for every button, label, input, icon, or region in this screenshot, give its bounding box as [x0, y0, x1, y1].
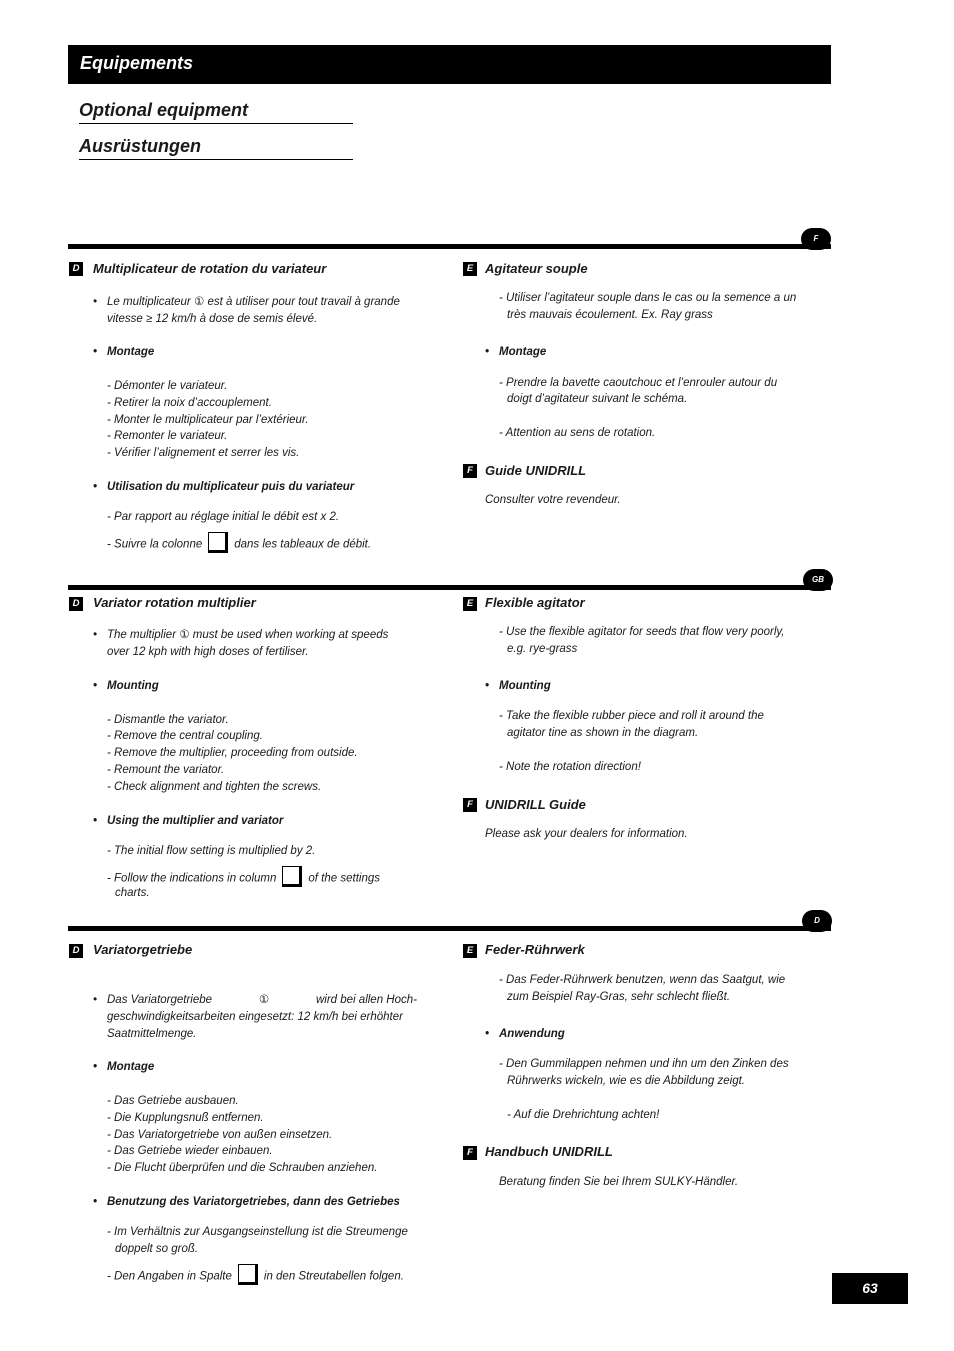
- usage-line: doppelt so groß.: [115, 1243, 199, 1255]
- section-divider-de: [68, 926, 831, 931]
- usage-line: - Par rapport au réglage initial le débit est x 2.: [107, 511, 340, 523]
- text-line: très mauvais écoulement. Ex. Ray grass: [507, 309, 713, 321]
- usage-heading: Benutzung des Variatorgetriebes, dann des Getriebes: [107, 1196, 400, 1208]
- badge-e: E: [463, 262, 477, 276]
- step: - Das Variatorgetriebe von außen einsetzen.: [107, 1129, 333, 1141]
- section-title: Agitateur souple: [485, 261, 588, 276]
- text-line: Beratung finden Sie bei Ihrem SULKY-Händler.: [499, 1176, 739, 1188]
- step: - Dismantle the variator.: [107, 714, 229, 726]
- text-line: - Utiliser l’agitateur souple dans le cas ou la semence a un: [499, 292, 797, 304]
- badge-f: F: [463, 798, 477, 812]
- intro-line-3: Saatmittelmenge.: [107, 1028, 197, 1040]
- section-title: Guide UNIDRILL: [485, 463, 587, 478]
- intro-line-2: geschwindigkeitsarbeiten eingesetzt: 12 km/h bei erhöhter: [107, 1011, 403, 1023]
- badge-e: E: [463, 944, 477, 958]
- bullet: •: [93, 629, 98, 641]
- step: - Remount the variator.: [107, 764, 225, 776]
- usage-line: - Im Verhältnis zur Ausgangseinstellung ist die Streumenge: [107, 1226, 408, 1238]
- section-title: Variatorgetriebe: [93, 942, 193, 957]
- step: - Vérifier l’alignement et serrer les vis.: [107, 447, 300, 459]
- usage-heading: Using the multiplier and variator: [107, 815, 284, 827]
- step: - Das Getriebe ausbauen.: [107, 1095, 239, 1107]
- text-line: - Den Gummilappen nehmen und ihn um den Zinken des: [499, 1058, 789, 1070]
- step: - Remove the central coupling.: [107, 730, 263, 742]
- column-box-icon: [238, 1264, 258, 1285]
- bullet: •: [485, 1028, 490, 1040]
- text-line: - Attention au sens de rotation.: [499, 427, 656, 439]
- column-box-icon: [208, 532, 228, 553]
- section-title: Variator rotation multiplier: [93, 595, 256, 610]
- mounting-heading: Montage: [499, 346, 547, 358]
- step: - Remonter le variateur.: [107, 430, 228, 442]
- text-line: - Note the rotation direction!: [499, 761, 641, 773]
- usage-heading: Anwendung: [499, 1028, 565, 1040]
- badge-d: D: [69, 262, 83, 276]
- mounting-heading: Mounting: [499, 680, 551, 692]
- language-tab-de: D: [802, 910, 832, 932]
- usage-line: - Follow the indications in column of the settings: [107, 868, 380, 889]
- intro-line-2: over 12 kph with high doses of fertiliser.: [107, 646, 309, 658]
- section-divider-gb: [68, 585, 831, 590]
- usage-line: - The initial flow setting is multiplied by 2.: [107, 845, 316, 857]
- text-line: Please ask your dealers for information.: [485, 828, 688, 840]
- text-line: Consulter votre revendeur.: [485, 494, 621, 506]
- step: - Monter le multiplicateur par l’extérieur.: [107, 414, 309, 426]
- usage-line: - Den Angaben in Spalte in den Streutabellen folgen.: [107, 1266, 404, 1287]
- step: - Check alignment and tighten the screws.: [107, 781, 322, 793]
- badge-e: E: [463, 597, 477, 611]
- bullet: •: [93, 994, 98, 1006]
- mounting-heading: Montage: [107, 346, 155, 358]
- section-title: Flexible agitator: [485, 595, 585, 610]
- text-line: - Prendre la bavette caoutchouc et l’enrouler autour du: [499, 377, 778, 389]
- step: - Das Getriebe wieder einbauen.: [107, 1145, 273, 1157]
- bullet: •: [93, 296, 98, 308]
- step: - Démonter le variateur.: [107, 380, 228, 392]
- language-tab-gb: GB: [803, 569, 833, 591]
- text-line: - Take the flexible rubber piece and roll it around the: [499, 710, 764, 722]
- text-line: - Use the flexible agitator for seeds that flow very poorly,: [499, 626, 785, 638]
- badge-f: F: [463, 464, 477, 478]
- subtitle-english: Optional equipment: [79, 100, 353, 124]
- bullet: •: [93, 815, 98, 827]
- intro-line-1: Le multiplicateur ① est à utiliser pour tout travail à grande: [107, 296, 400, 308]
- text-line: Rührwerks wickeln, wie es die Abbildung zeigt.: [507, 1075, 745, 1087]
- bullet: •: [485, 346, 490, 358]
- badge-f: F: [463, 1146, 477, 1160]
- mounting-heading: Mounting: [107, 680, 159, 692]
- usage-line: charts.: [115, 887, 150, 899]
- text-line: - Das Feder-Rührwerk benutzen, wenn das Saatgut, wie: [499, 974, 786, 986]
- column-box-icon: [282, 866, 302, 887]
- page-title: Equipements: [80, 53, 194, 73]
- language-tab-fr: F: [801, 228, 831, 250]
- usage-heading: Utilisation du multiplicateur puis du variateur: [107, 481, 355, 493]
- badge-d: D: [69, 944, 83, 958]
- section-title: UNIDRILL Guide: [485, 797, 586, 812]
- bullet: •: [485, 680, 490, 692]
- text-line: agitator tine as shown in the diagram.: [507, 727, 699, 739]
- bullet: •: [93, 481, 98, 493]
- step: - Die Kupplungsnuß entfernen.: [107, 1112, 264, 1124]
- step: - Retirer la noix d’accouplement.: [107, 397, 272, 409]
- step: - Remove the multiplier, proceeding from outside.: [107, 747, 358, 759]
- mounting-heading: Montage: [107, 1061, 155, 1073]
- text-line: - Auf die Drehrichtung achten!: [507, 1109, 660, 1121]
- bullet: •: [93, 680, 98, 692]
- page-number: 63: [832, 1273, 908, 1304]
- bullet: •: [93, 1196, 98, 1208]
- intro-line-2: vitesse ≥ 12 km/h à dose de semis élevé.: [107, 313, 318, 325]
- section-title: Handbuch UNIDRILL: [485, 1144, 613, 1159]
- section-divider-fr: [68, 244, 831, 249]
- bullet: •: [93, 1061, 98, 1073]
- step: - Die Flucht überprüfen und die Schrauben anziehen.: [107, 1162, 378, 1174]
- usage-line: - Suivre la colonne dans les tableaux de débit.: [107, 534, 371, 555]
- text-line: e.g. rye-grass: [507, 643, 578, 655]
- intro-line-1: Das Variatorgetriebe ① wird bei allen Hoch-: [107, 994, 417, 1006]
- badge-d: D: [69, 597, 83, 611]
- section-title: Feder-Rührwerk: [485, 942, 585, 957]
- intro-line-1: The multiplier ① must be used when working at speeds: [107, 629, 389, 641]
- text-line: zum Beispiel Ray-Gras, sehr schlecht fließt.: [507, 991, 731, 1003]
- text-line: doigt d’agitateur suivant le schéma.: [507, 393, 688, 405]
- section-title: Multiplicateur de rotation du variateur: [93, 261, 327, 276]
- bullet: •: [93, 346, 98, 358]
- subtitle-german: Ausrüstungen: [79, 136, 353, 160]
